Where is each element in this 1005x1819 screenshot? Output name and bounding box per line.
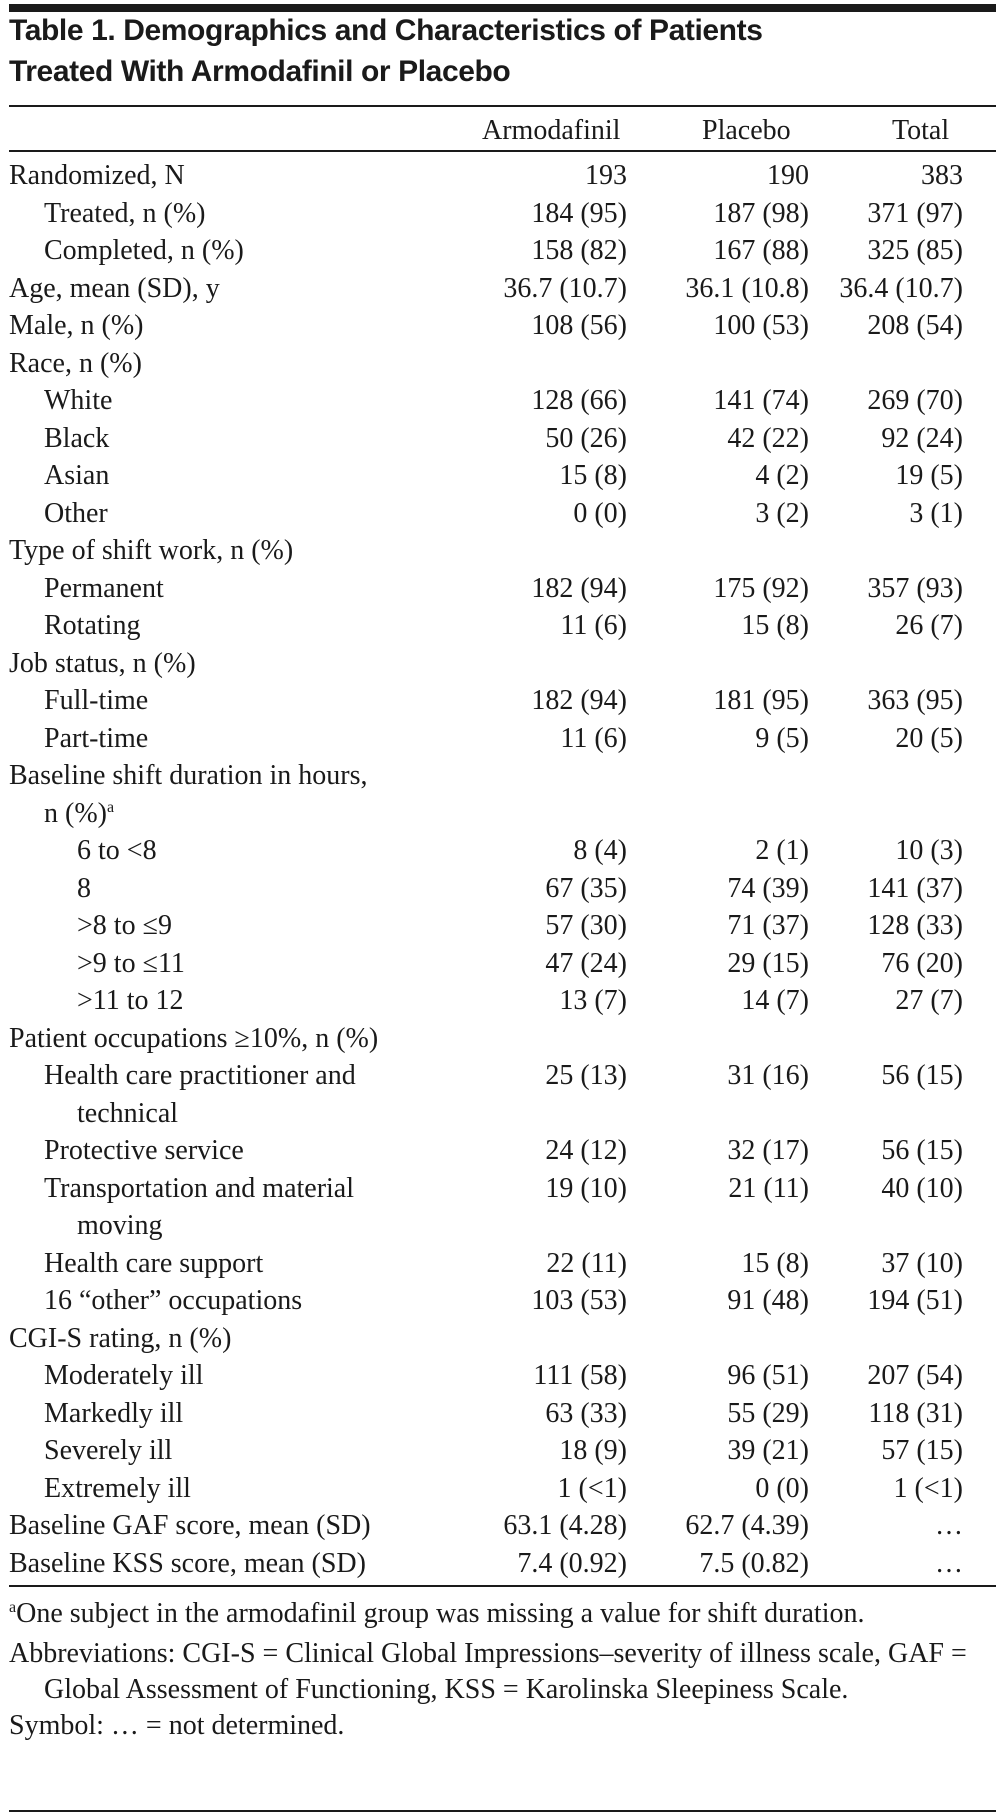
table-row [9, 1470, 996, 1508]
cell-total: 92 (24) [881, 422, 963, 454]
table-title [9, 10, 999, 92]
row-label-text: Treated, n (%) [44, 197, 206, 229]
cell-armodafinil: 36.7 (10.7) [503, 272, 627, 304]
title-line-2: Treated With Armodafinil or Placebo [9, 55, 511, 88]
row-label-text: moving [77, 1210, 163, 1241]
cell-armodafinil: 50 (26) [545, 422, 627, 454]
row-label [9, 757, 368, 795]
cell-total: 128 (33) [867, 910, 963, 941]
row-label-text: Patient occupations ≥10%, n (%) [9, 1022, 379, 1054]
cell-placebo: 62.7 (4.39) [685, 1510, 809, 1541]
cell-armodafinil: 128 (66) [531, 385, 627, 416]
footnote-bottom-rule [9, 1810, 996, 1812]
row-label [44, 1470, 191, 1508]
cell-total: 194 (51) [867, 1285, 963, 1316]
cell-armodafinil: 18 (9) [559, 1435, 627, 1466]
row-label-text: >9 to ≤11 [77, 947, 185, 979]
row-label [44, 607, 140, 645]
cell-armodafinil: 11 (6) [560, 722, 627, 754]
cell-placebo: 39 (21) [727, 1435, 809, 1466]
row-label [77, 1207, 163, 1245]
table-row [9, 345, 996, 383]
table-row [9, 1507, 996, 1545]
row-label-text: Permanent [44, 572, 164, 604]
column-header-total: Total [892, 115, 950, 146]
cell-armodafinil: 22 (11) [546, 1247, 627, 1279]
table-row [9, 1395, 996, 1433]
cell-armodafinil: 15 (8) [559, 460, 627, 491]
cell-placebo: 21 (11) [728, 1172, 809, 1204]
table-row [9, 720, 996, 758]
cell-placebo: 187 (98) [713, 197, 809, 229]
cell-total: 207 (54) [867, 1360, 963, 1391]
row-label-text: Protective service [44, 1135, 244, 1166]
row-label-text: Age, mean (SD), y [9, 272, 220, 304]
row-label [9, 307, 144, 345]
row-label [44, 1282, 302, 1320]
row-label-text: Black [44, 422, 110, 454]
cell-total: 40 (10) [881, 1172, 963, 1204]
row-label [9, 532, 293, 570]
cell-total: 325 (85) [867, 235, 963, 266]
row-label [44, 570, 164, 608]
cell-armodafinil: 8 (4) [573, 835, 627, 866]
row-label [44, 1170, 354, 1208]
row-label-text: Moderately ill [44, 1360, 204, 1391]
table-row [9, 270, 996, 308]
row-label-text: Race, n (%) [9, 347, 142, 379]
table-row [9, 157, 996, 195]
row-label [44, 1395, 183, 1433]
row-label [44, 1057, 356, 1095]
row-label-text: n (%) [44, 797, 107, 829]
cell-armodafinil: 67 (35) [545, 872, 627, 904]
row-label-text: Part-time [44, 722, 149, 754]
cell-placebo: 42 (22) [727, 422, 809, 454]
row-label-text: Rotating [44, 610, 141, 641]
row-label-text: Other [44, 497, 108, 529]
table-row [9, 1320, 996, 1358]
cell-placebo: 141 (74) [713, 385, 809, 416]
cell-placebo: 181 (95) [713, 685, 809, 716]
row-label-text: Completed, n (%) [44, 235, 244, 266]
cell-placebo: 32 (17) [727, 1135, 809, 1166]
cell-armodafinil: 7.4 (0.92) [517, 1547, 627, 1579]
cell-placebo: 9 (5) [755, 722, 809, 754]
cell-total: 1 (<1) [893, 1472, 963, 1504]
cell-armodafinil: 25 (13) [545, 1060, 627, 1091]
row-label [9, 645, 196, 683]
cell-armodafinil: 193 [585, 160, 627, 191]
row-label-text: White [44, 385, 113, 416]
row-label-text: Baseline KSS score, mean (SD) [9, 1547, 366, 1579]
cell-total: 118 (31) [868, 1397, 963, 1429]
cell-total: 371 (97) [867, 197, 963, 229]
cell-armodafinil: 19 (10) [545, 1172, 627, 1204]
row-label-text: 16 “other” occupations [44, 1285, 303, 1316]
row-label-text: Health care practitioner and [44, 1060, 356, 1091]
row-label [44, 1432, 172, 1470]
row-label [44, 1132, 244, 1170]
row-label-text: 8 [77, 872, 91, 904]
cell-placebo: 31 (16) [727, 1060, 809, 1091]
row-label [44, 795, 114, 837]
table-row [9, 1095, 996, 1133]
cell-placebo: 14 (7) [741, 985, 809, 1016]
cell-total: 269 (70) [867, 385, 963, 416]
column-header-armodafinil: Armodafinil [482, 115, 621, 146]
column-header-placebo: Placebo [702, 115, 791, 146]
footnote-a-text: One subject in the armodafinil group was missing a value for shift duration. [16, 1598, 865, 1629]
row-label-text: Asian [44, 460, 110, 491]
table-row [9, 870, 996, 908]
table-row [9, 307, 996, 345]
table-body [9, 157, 996, 1582]
row-label-text: Health care support [44, 1247, 264, 1279]
cell-total: 56 (15) [881, 1135, 963, 1166]
cell-total: 76 (20) [881, 947, 963, 979]
table-row [9, 682, 996, 720]
cell-total: 3 (1) [909, 497, 963, 529]
table-row [9, 495, 996, 533]
cell-total: 10 (3) [895, 835, 963, 866]
row-label-text: Randomized, N [9, 160, 185, 191]
table-row [9, 1170, 996, 1208]
row-label-text: Transportation and material [44, 1172, 355, 1204]
row-label-text: 6 to <8 [77, 835, 157, 866]
row-label-text: Type of shift work, n (%) [9, 535, 294, 566]
cell-placebo: 91 (48) [727, 1285, 809, 1316]
cell-placebo: 74 (39) [727, 872, 809, 904]
cell-placebo: 100 (53) [713, 310, 809, 341]
cell-placebo: 96 (51) [727, 1360, 809, 1391]
table-row [9, 195, 996, 233]
cell-placebo: 55 (29) [727, 1397, 809, 1429]
cell-armodafinil: 158 (82) [531, 235, 627, 266]
table-row [9, 945, 996, 983]
row-label [9, 157, 185, 195]
cell-total: 19 (5) [895, 460, 963, 491]
table-row [9, 420, 996, 458]
cell-total: 363 (95) [867, 685, 963, 716]
row-label [77, 1095, 178, 1133]
table-row [9, 232, 996, 270]
row-label-text: Baseline GAF score, mean (SD) [9, 1510, 371, 1541]
row-label [44, 1357, 203, 1395]
row-label [77, 907, 172, 945]
footnote-symbol: Symbol: … = not determined. [9, 1710, 345, 1741]
cell-armodafinil: 108 (56) [531, 310, 627, 341]
row-label-text: Severely ill [44, 1435, 173, 1466]
footnote-a-marker: a [9, 1599, 17, 1616]
row-label [44, 420, 109, 458]
cell-total: … [935, 1510, 963, 1541]
row-label [77, 832, 157, 870]
footnote-abbreviations: Abbreviations: CGI-S = Clinical Global Impressions–severity of illness scale, GAF = Global Assessment of Functioning, KSS = Karolinska Sleepiness Scale. [9, 1638, 967, 1705]
cell-placebo: 0 (0) [755, 1472, 809, 1504]
row-label-text: Full-time [44, 685, 149, 716]
table-row [9, 757, 996, 795]
row-label-text: Job status, n (%) [9, 647, 196, 679]
cell-total: 141 (37) [867, 872, 963, 904]
cell-placebo: 167 (88) [713, 235, 809, 266]
row-label [9, 270, 220, 308]
row-label [77, 870, 91, 908]
cell-placebo: 15 (8) [741, 1247, 809, 1279]
table-bottom-rule [9, 1585, 996, 1587]
table-row [9, 532, 996, 570]
row-label-text: Male, n (%) [9, 310, 144, 341]
row-label [44, 457, 109, 495]
cell-total: 36.4 (10.7) [839, 272, 963, 304]
row-label [9, 1545, 366, 1583]
footnotes [9, 1596, 989, 1744]
row-label [44, 720, 148, 758]
row-label-text: >8 to ≤9 [77, 910, 172, 941]
cell-placebo: 3 (2) [755, 497, 809, 529]
row-label [44, 382, 112, 420]
table-row [9, 1545, 996, 1583]
cell-armodafinil: 63 (33) [545, 1397, 627, 1429]
row-label-text: technical [77, 1097, 179, 1129]
cell-placebo: 29 (15) [727, 947, 809, 979]
cell-armodafinil: 182 (94) [531, 572, 627, 604]
table-row [9, 1057, 996, 1095]
cell-placebo: 2 (1) [755, 835, 809, 866]
row-label [9, 1507, 371, 1545]
header-bottom-rule [9, 150, 996, 152]
cell-total: … [935, 1547, 963, 1579]
row-label [44, 195, 205, 233]
row-label-text: CGI-S rating, n (%) [9, 1322, 232, 1354]
table-row [9, 982, 996, 1020]
cell-total: 20 (5) [895, 722, 963, 754]
header-top-rule [9, 105, 996, 107]
cell-armodafinil: 0 (0) [573, 497, 627, 529]
footnote-marker: a [106, 798, 115, 816]
row-label-text: Markedly ill [44, 1397, 184, 1429]
cell-placebo: 71 (37) [727, 910, 809, 941]
row-label [44, 232, 244, 270]
row-label [77, 945, 185, 983]
cell-total: 57 (15) [881, 1435, 963, 1466]
table-row [9, 1020, 996, 1058]
cell-armodafinil: 63.1 (4.28) [503, 1510, 627, 1541]
table-row [9, 570, 996, 608]
cell-placebo: 15 (8) [741, 610, 809, 641]
row-label [44, 495, 108, 533]
cell-total: 27 (7) [895, 985, 963, 1016]
cell-armodafinil: 1 (<1) [557, 1472, 627, 1504]
cell-armodafinil: 57 (30) [545, 910, 627, 941]
row-label [9, 345, 142, 383]
table-row [9, 795, 996, 833]
cell-armodafinil: 13 (7) [559, 985, 627, 1016]
table-row [9, 1357, 996, 1395]
table-row [9, 607, 996, 645]
cell-total: 26 (7) [895, 610, 963, 641]
cell-total: 56 (15) [881, 1060, 963, 1091]
table-row [9, 1245, 996, 1283]
title-line-1: Table 1. Demographics and Characteristics of Patients [9, 14, 763, 47]
row-label [9, 1020, 378, 1058]
table-row [9, 645, 996, 683]
cell-placebo: 4 (2) [755, 460, 809, 491]
cell-total: 357 (93) [867, 572, 963, 604]
row-label [44, 682, 148, 720]
cell-placebo: 7.5 (0.82) [699, 1547, 809, 1579]
table-row [9, 1207, 996, 1245]
cell-total: 383 [921, 160, 963, 191]
table-row [9, 907, 996, 945]
row-label-text: >11 to 12 [77, 985, 184, 1016]
cell-armodafinil: 11 (6) [560, 610, 627, 641]
cell-armodafinil: 24 (12) [545, 1135, 627, 1166]
cell-placebo: 190 [767, 160, 809, 191]
row-label [9, 1320, 231, 1358]
row-label [77, 982, 184, 1020]
table-row [9, 1432, 996, 1470]
table-row [9, 457, 996, 495]
row-label [44, 1245, 263, 1283]
row-label-text: Extremely ill [44, 1472, 191, 1504]
cell-total: 208 (54) [867, 310, 963, 341]
footnote-a [9, 1596, 989, 1636]
cell-armodafinil: 184 (95) [531, 197, 627, 229]
cell-armodafinil: 103 (53) [531, 1285, 627, 1316]
table-row [9, 382, 996, 420]
cell-armodafinil: 111 (58) [533, 1360, 627, 1391]
table-row [9, 832, 996, 870]
cell-armodafinil: 182 (94) [531, 685, 627, 716]
cell-placebo: 175 (92) [713, 572, 809, 604]
cell-total: 37 (10) [881, 1247, 963, 1279]
table-row [9, 1132, 996, 1170]
cell-armodafinil: 47 (24) [545, 947, 627, 979]
cell-placebo: 36.1 (10.8) [685, 272, 809, 304]
row-label-text: Baseline shift duration in hours, [9, 760, 368, 791]
table-row [9, 1282, 996, 1320]
